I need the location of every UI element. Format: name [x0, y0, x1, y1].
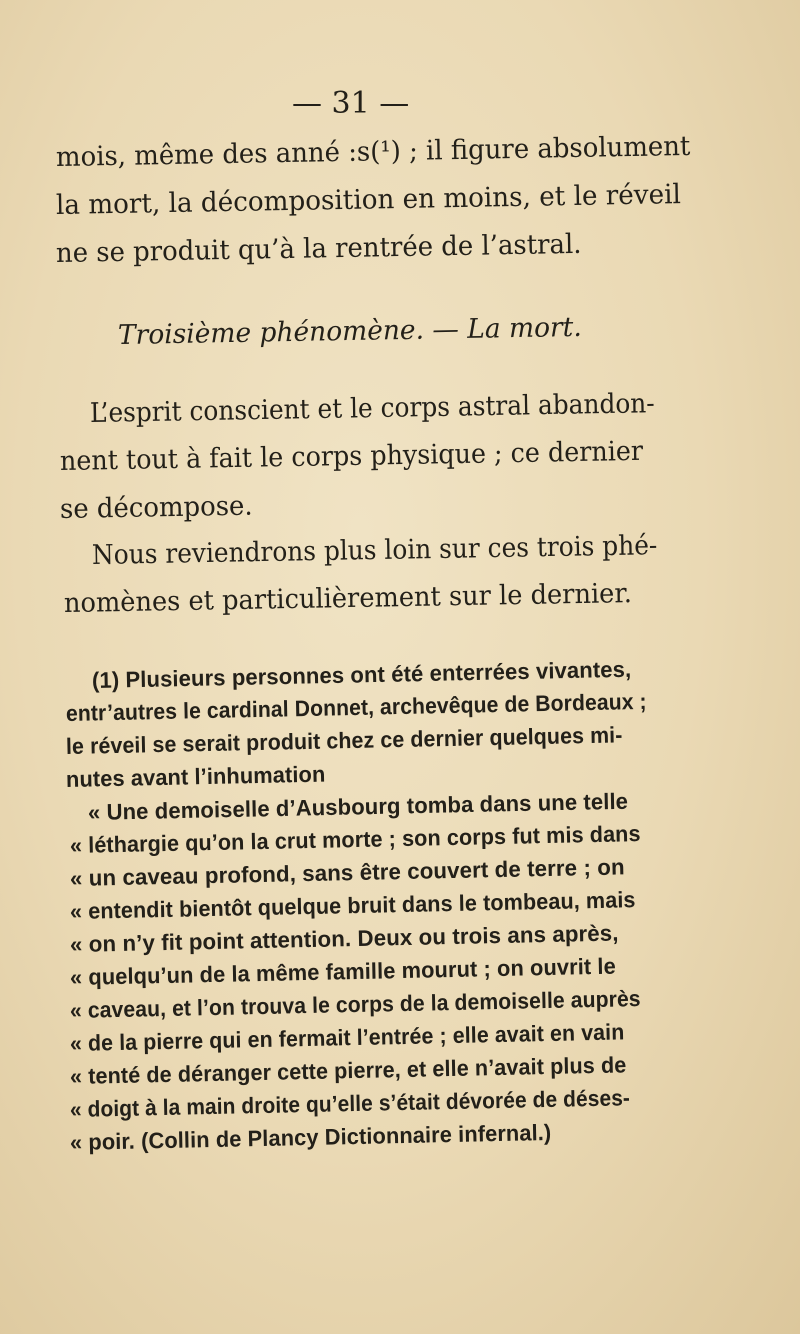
footnote-line: « entendit bientôt quelque bruit dans le tombeau, mais [69, 887, 636, 924]
footnote-line: « doigt à la main droite qu’elle s’était dévorée de déses- [69, 1085, 631, 1122]
footnote-line: « Une demoiselle d’Ausbourg tomba dans une telle [87, 788, 629, 825]
body-text-line: nent tout à fait le corps physique ; ce dernier [59, 435, 644, 477]
body-text-line: nomènes et particulièrement sur le dernier. [63, 578, 633, 619]
footnote-line: entr’autres le cardinal Donnet, archevêque de Bordeaux ; [65, 688, 647, 726]
footnote-line: « on n’y fit point attention. Deux ou trois ans après, [69, 920, 619, 957]
body-text-line: se décompose. [59, 490, 253, 525]
body-text-line: la mort, la décomposition en moins, et le réveil [55, 179, 682, 221]
footnote-line: « tenté de déranger cette pierre, et elle n’avait plus de [69, 1052, 627, 1089]
page-number: — 31 — [292, 86, 410, 121]
footnote-line: le réveil se serait produit chez ce dernier quelques mi- [65, 722, 623, 759]
section-heading: Troisième phénomène. — La mort. [117, 311, 582, 351]
body-text-line: L’esprit conscient et le corps astral abandon- [89, 388, 655, 429]
body-text-line: ne se produit qu’à la rentrée de l’astral. [55, 228, 582, 269]
footnote-line: « poir. (Collin de Plancy Dictionnaire infernal.) [69, 1119, 552, 1155]
footnote-line: « léthargie qu’on la crut morte ; son corps fut mis dans [69, 821, 641, 858]
footnote-line: « un caveau profond, sans être couvert de terre ; on [69, 854, 625, 891]
footnote-line: « caveau, et l’on trouva le corps de la demoiselle auprès [69, 986, 641, 1023]
footnote-line: « quelqu’un de la même famille mourut ; on ouvrit le [69, 953, 617, 990]
footnote-line: (1) Plusieurs personnes ont été enterrées vivantes, [91, 656, 632, 693]
footnote-line: « de la pierre qui en fermait l’entrée ; elle avait en vain [69, 1019, 625, 1056]
body-text-line: mois, même des anné :s(¹) ; il figure absolument [55, 130, 691, 173]
body-text-line: Nous reviendrons plus loin sur ces trois phé- [91, 530, 658, 571]
footnote-line: nutes avant l’inhumation [65, 761, 326, 792]
